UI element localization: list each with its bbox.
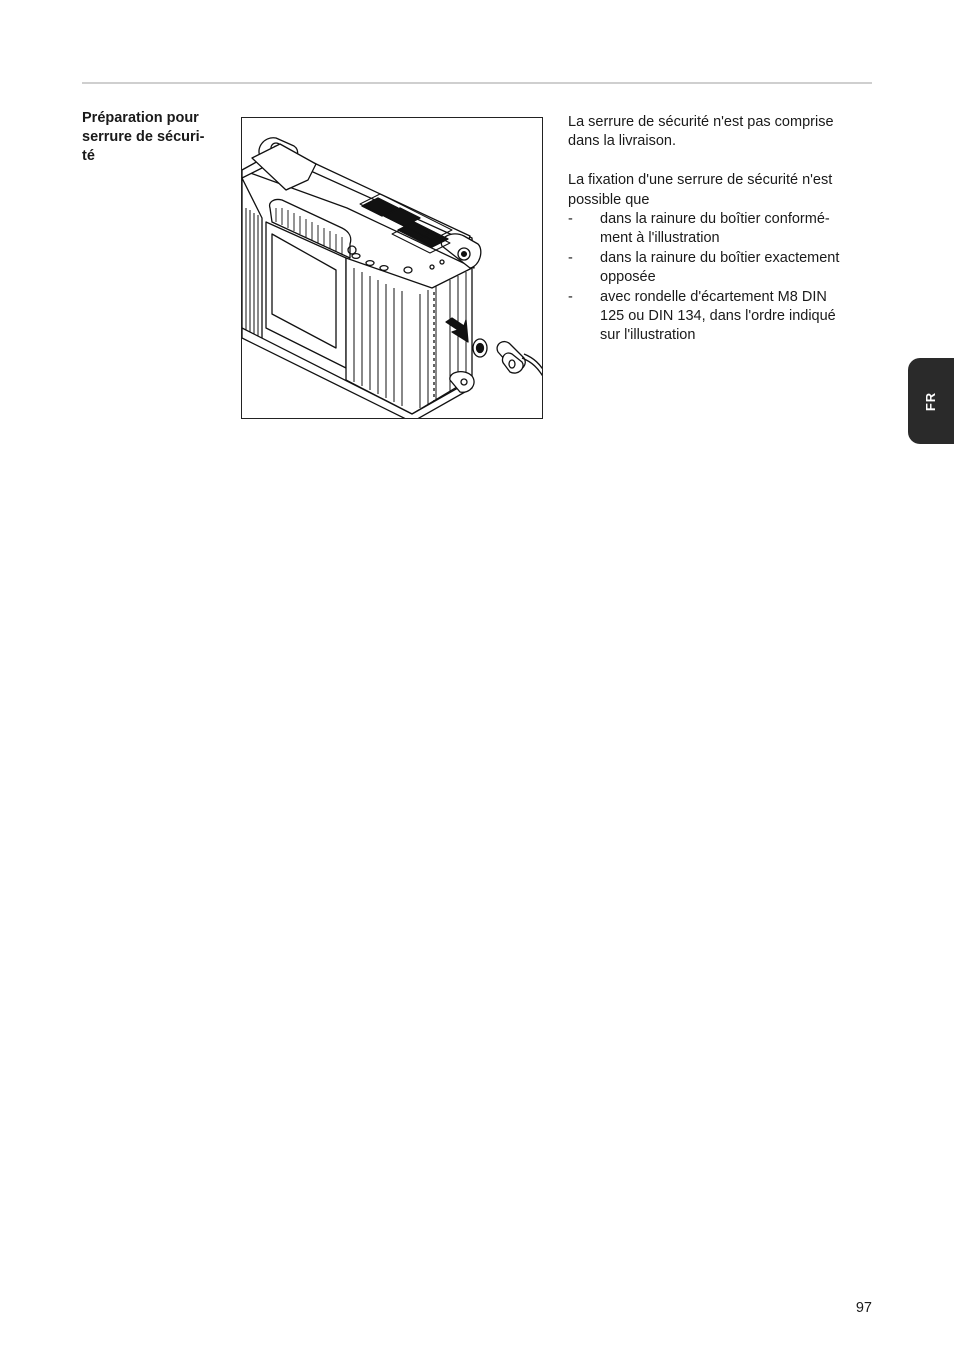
language-tab-label: FR [923,391,939,411]
paragraph [568,171,873,210]
list-dash: - [568,211,573,228]
text-line: ment à l'illustration [600,230,720,247]
text-line: La fixation d'une serrure de sécurité n'est [568,172,833,189]
list-item [568,288,873,346]
body-text [568,113,873,346]
text-line: dans la rainure du boîtier exactement [600,249,840,266]
list-item [568,210,873,249]
inverter-security-lock-illustration-icon [241,117,543,419]
text-line: La serrure de sécurité n'est pas comprise [568,114,834,130]
page-number: 97 [855,1300,872,1316]
text-line: possible que [568,191,650,208]
text-line: dans la livraison. [568,133,676,150]
section-heading [82,109,227,166]
list-dash: - [568,249,573,266]
text-line: sur l'illustration [600,327,696,344]
condition-list [568,210,873,346]
language-tab [908,358,954,444]
text-line: avec rondelle d'écartement M8 DIN [600,288,827,305]
list-dash: - [568,288,573,305]
section-heading-line: serrure de sécuri- [82,129,205,145]
top-rule [82,82,872,84]
text-line: opposée [600,269,656,286]
list-item [568,249,873,288]
section-heading-line: Préparation pour [82,110,199,126]
section-heading-line: té [82,148,95,164]
paragraph [568,113,873,152]
text-line: dans la rainure du boîtier conformé- [600,211,830,228]
text-line: 125 ou DIN 134, dans l'ordre indiqué [600,308,836,325]
